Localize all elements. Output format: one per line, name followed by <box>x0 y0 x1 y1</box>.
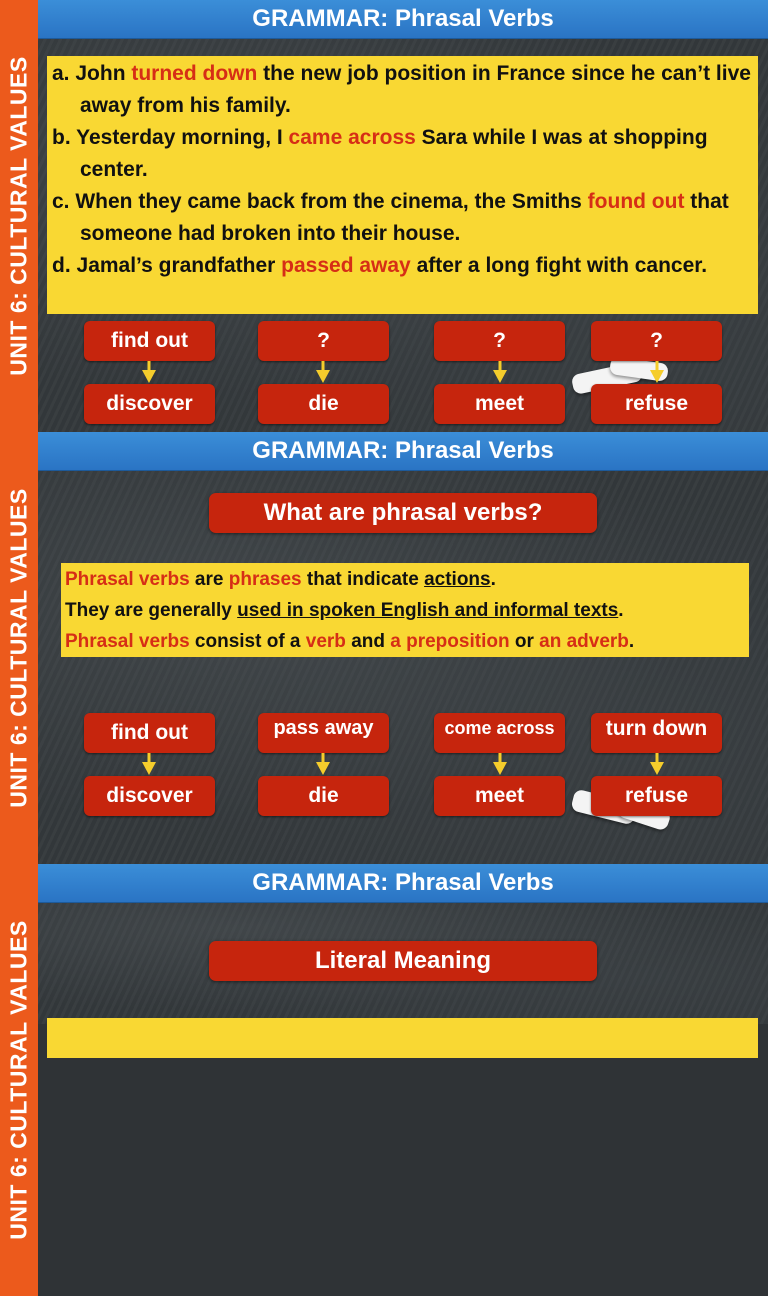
phrasal-verb-pill[interactable]: ? <box>591 321 722 361</box>
header-title: GRAMMAR: Phrasal Verbs <box>252 5 554 32</box>
down-arrow-icon <box>650 361 664 383</box>
phrasal-verb-pill[interactable]: pass away <box>258 713 389 753</box>
slide-header <box>38 432 768 471</box>
phrasal-verb-highlight: found out <box>587 190 685 213</box>
meaning-pill[interactable]: refuse <box>591 384 722 424</box>
definition-line-1: Phrasal verbs are phrases that indicate actions. <box>65 569 496 590</box>
meaning-pill[interactable]: meet <box>434 384 565 424</box>
sentence-c: c. When they came back from the cinema, the Smiths found out that someone had broken into their house. <box>52 190 729 245</box>
meaning-pill[interactable]: meet <box>434 776 565 816</box>
sentence-a: a. John turned down the new job position in France since he can’t live away from his family. <box>52 62 751 117</box>
phrasal-verb-pill[interactable]: ? <box>434 321 565 361</box>
phrasal-verb-pill[interactable]: find out <box>84 321 215 361</box>
literal-meaning-button[interactable]: Literal Meaning <box>209 941 597 981</box>
side-bar <box>0 864 38 1296</box>
question-button[interactable]: What are phrasal verbs? <box>209 493 597 533</box>
meaning-pill[interactable]: die <box>258 384 389 424</box>
side-bar <box>0 0 38 432</box>
sentence-b: b. Yesterday morning, I came across Sara while I was at shopping center. <box>52 126 708 181</box>
down-arrow-icon <box>316 361 330 383</box>
sentence-d: d. Jamal’s grandfather passed away after a long fight with cancer. <box>52 254 708 277</box>
header-title: GRAMMAR: Phrasal Verbs <box>252 437 554 464</box>
slide-2 <box>0 432 768 864</box>
slide-header <box>38 0 768 39</box>
down-arrow-icon <box>650 753 664 775</box>
definition-line-3: Phrasal verbs consist of a verb and a preposition or an adverb. <box>65 631 635 652</box>
example-sentences-box <box>47 56 758 314</box>
phrasal-verb-highlight: came across <box>288 126 416 149</box>
phrasal-verb-pill[interactable]: turn down <box>591 713 722 753</box>
slide-1 <box>0 0 768 432</box>
phrasal-verb-pill[interactable]: find out <box>84 713 215 753</box>
down-arrow-icon <box>142 753 156 775</box>
down-arrow-icon <box>316 753 330 775</box>
phrasal-verb-pill[interactable]: come across <box>434 713 565 753</box>
side-label: UNIT 6: CULTURAL VALUES <box>5 920 32 1240</box>
phrasal-verb-pill[interactable]: ? <box>258 321 389 361</box>
side-label: UNIT 6: CULTURAL VALUES <box>5 488 32 808</box>
down-arrow-icon <box>142 361 156 383</box>
meaning-pill[interactable]: refuse <box>591 776 722 816</box>
phrasal-verb-highlight: passed away <box>281 254 411 277</box>
down-arrow-icon <box>493 361 507 383</box>
down-arrow-icon <box>493 753 507 775</box>
meaning-pill[interactable]: die <box>258 776 389 816</box>
meaning-pill[interactable]: discover <box>84 384 215 424</box>
header-title: GRAMMAR: Phrasal Verbs <box>252 869 554 896</box>
content-box-partial <box>47 1018 758 1058</box>
slide-header <box>38 864 768 903</box>
side-label: UNIT 6: CULTURAL VALUES <box>5 56 32 376</box>
phrasal-verb-highlight: turned down <box>131 62 258 85</box>
meaning-pill[interactable]: discover <box>84 776 215 816</box>
slide-3 <box>0 864 768 1240</box>
definition-box <box>61 563 749 657</box>
definition-line-2: They are generally used in spoken English and informal texts. <box>65 600 624 621</box>
side-bar <box>0 432 38 864</box>
